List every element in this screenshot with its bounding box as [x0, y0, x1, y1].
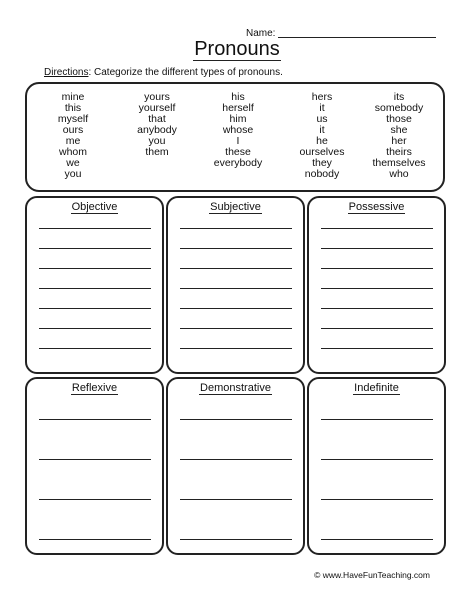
category-title: [168, 201, 303, 213]
answer-line[interactable]: [321, 499, 433, 500]
answer-line[interactable]: [39, 228, 151, 229]
answer-line[interactable]: [39, 288, 151, 289]
answer-line[interactable]: [321, 268, 433, 269]
answer-line[interactable]: [39, 459, 151, 460]
word: anybody: [137, 124, 177, 136]
category-title-text: Subjective: [210, 201, 261, 213]
answer-line[interactable]: [180, 308, 292, 309]
word: she: [390, 124, 408, 136]
category-box-reflexive: [25, 377, 164, 555]
word: this: [64, 102, 82, 114]
answer-line[interactable]: [321, 308, 433, 309]
answer-line[interactable]: [321, 328, 433, 329]
category-title-text: Indefinite: [354, 382, 399, 394]
copyright-footer: © www.HaveFunTeaching.com: [314, 570, 430, 580]
word: nobody: [304, 168, 340, 180]
answer-line[interactable]: [321, 248, 433, 249]
answer-line[interactable]: [180, 419, 292, 420]
category-title-text: Demonstrative: [200, 382, 271, 394]
word: you: [64, 168, 82, 180]
word: it: [319, 102, 325, 114]
answer-line[interactable]: [180, 228, 292, 229]
answer-line[interactable]: [321, 459, 433, 460]
category-title-text: Reflexive: [71, 382, 118, 394]
answer-line[interactable]: [321, 288, 433, 289]
word: ourselves: [299, 146, 345, 158]
word-column-2: [117, 92, 197, 158]
answer-line[interactable]: [180, 328, 292, 329]
answer-line[interactable]: [39, 248, 151, 249]
directions-label: Directions: [44, 67, 89, 78]
word: them: [145, 146, 169, 158]
word: me: [65, 135, 81, 147]
category-box-indefinite: [307, 377, 446, 555]
word: its: [393, 91, 405, 103]
answer-line[interactable]: [39, 268, 151, 269]
answer-line[interactable]: [39, 328, 151, 329]
directions: [44, 67, 283, 78]
answer-line[interactable]: [180, 248, 292, 249]
category-box-subjective: [166, 196, 305, 374]
word: whose: [222, 124, 254, 136]
answer-line[interactable]: [39, 499, 151, 500]
word-column-1: [33, 92, 113, 180]
category-title-text: Objective: [71, 201, 118, 213]
word: it: [319, 124, 325, 136]
category-box-demonstrative: [166, 377, 305, 555]
answer-line[interactable]: [321, 419, 433, 420]
category-title: [309, 201, 444, 213]
word: herself: [222, 102, 254, 114]
word: yourself: [138, 102, 176, 114]
answer-line[interactable]: [39, 539, 151, 540]
answer-line[interactable]: [39, 348, 151, 349]
word: they: [312, 157, 332, 169]
category-title: [309, 382, 444, 394]
category-title: [168, 382, 303, 394]
name-label: Name:: [246, 28, 276, 39]
word: somebody: [374, 102, 424, 114]
word: everybody: [213, 157, 263, 169]
page-title: [0, 38, 474, 61]
answer-line[interactable]: [180, 288, 292, 289]
word: mine: [61, 91, 85, 103]
category-box-objective: [25, 196, 164, 374]
word: I: [236, 135, 240, 147]
category-title: [27, 201, 162, 213]
word-bank: [25, 82, 445, 192]
word: yours: [144, 91, 170, 103]
word-column-5: [359, 92, 439, 180]
answer-line[interactable]: [321, 539, 433, 540]
answer-line[interactable]: [39, 308, 151, 309]
word: themselves: [372, 157, 426, 169]
word: you: [148, 135, 166, 147]
answer-line[interactable]: [180, 499, 292, 500]
answer-line[interactable]: [321, 348, 433, 349]
word: hers: [311, 91, 333, 103]
word-column-3: [198, 92, 278, 169]
word: ours: [62, 124, 84, 136]
word: myself: [57, 113, 89, 125]
directions-text: : Categorize the different types of pronouns.: [88, 67, 283, 78]
answer-line[interactable]: [180, 348, 292, 349]
word: he: [316, 135, 328, 147]
word: her: [391, 135, 407, 147]
word: that: [148, 113, 166, 125]
answer-line[interactable]: [321, 228, 433, 229]
word: who: [389, 168, 409, 180]
word-column-4: [282, 92, 362, 180]
word: whom: [58, 146, 87, 158]
word: theirs: [386, 146, 412, 158]
category-title: [27, 382, 162, 394]
answer-line[interactable]: [39, 419, 151, 420]
word: him: [229, 113, 247, 125]
word: his: [231, 91, 245, 103]
answer-line[interactable]: [180, 539, 292, 540]
category-title-text: Possessive: [348, 201, 405, 213]
word: those: [386, 113, 412, 125]
word: we: [66, 157, 80, 169]
answer-line[interactable]: [180, 459, 292, 460]
answer-line[interactable]: [180, 268, 292, 269]
category-box-possessive: [307, 196, 446, 374]
word: us: [316, 113, 328, 125]
page-title-text: Pronouns: [194, 38, 280, 60]
word: these: [225, 146, 251, 158]
